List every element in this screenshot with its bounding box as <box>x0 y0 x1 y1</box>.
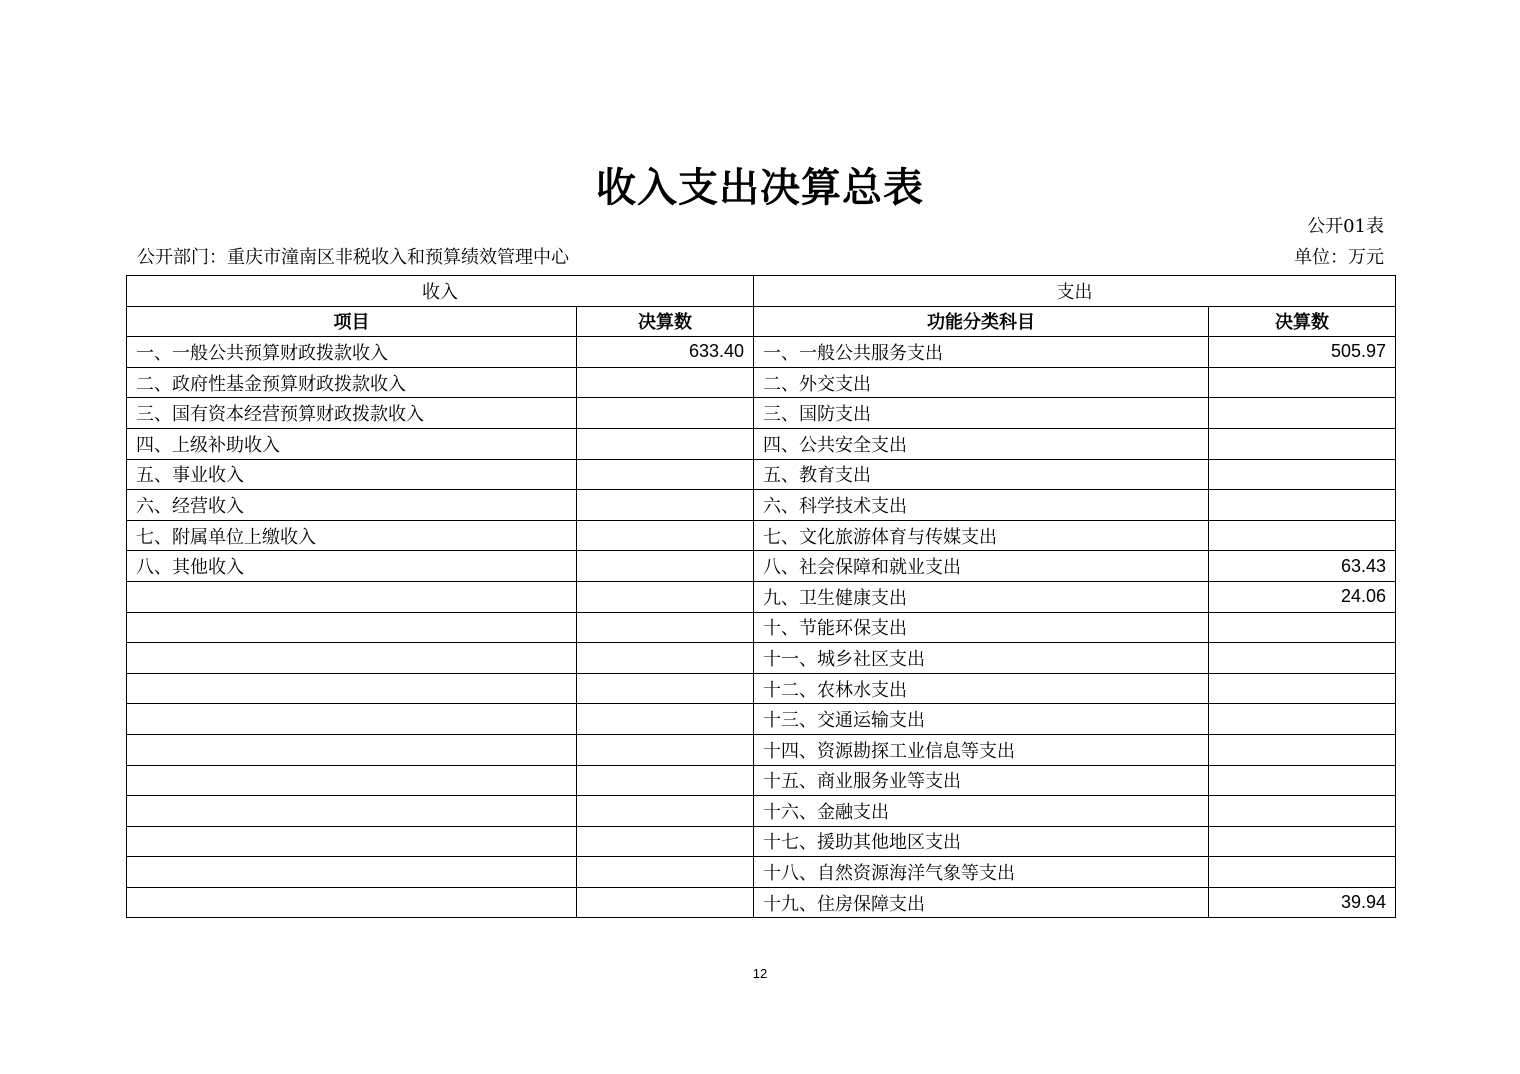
income-item-cell: 八、其他收入 <box>127 551 577 582</box>
table-row <box>127 367 1396 398</box>
income-item-cell: 四、上级补助收入 <box>127 428 577 459</box>
expense-amount-cell <box>1209 643 1396 674</box>
expense-item-cell: 七、文化旅游体育与传媒支出 <box>754 520 1209 551</box>
income-item-cell <box>127 765 577 796</box>
table-row <box>127 857 1396 888</box>
table-row <box>127 704 1396 735</box>
expense-amount-cell: 24.06 <box>1209 581 1396 612</box>
expense-item-cell: 九、卫生健康支出 <box>754 581 1209 612</box>
expense-item-cell: 十七、援助其他地区支出 <box>754 826 1209 857</box>
table-row <box>127 673 1396 704</box>
function-column-header: 功能分类科目 <box>754 306 1209 337</box>
table-body <box>127 337 1396 918</box>
table-row <box>127 490 1396 521</box>
section-header-row <box>127 276 1396 307</box>
expense-amount-cell <box>1209 490 1396 521</box>
expense-item-cell: 十九、住房保障支出 <box>754 887 1209 918</box>
expense-item-cell: 四、公共安全支出 <box>754 428 1209 459</box>
income-amount-cell <box>577 857 754 888</box>
income-item-cell <box>127 826 577 857</box>
table-row <box>127 643 1396 674</box>
income-amount-cell <box>577 887 754 918</box>
expense-item-cell: 三、国防支出 <box>754 398 1209 429</box>
table-row <box>127 398 1396 429</box>
page-number: 12 <box>752 966 768 981</box>
column-header-row <box>127 306 1396 337</box>
table-row <box>127 459 1396 490</box>
expense-item-cell: 五、教育支出 <box>754 459 1209 490</box>
income-item-cell <box>127 643 577 674</box>
expense-amount-cell <box>1209 398 1396 429</box>
expense-amount-cell <box>1209 734 1396 765</box>
table-row <box>127 734 1396 765</box>
income-amount-cell <box>577 520 754 551</box>
table-row <box>127 887 1396 918</box>
expense-amount-column-header: 决算数 <box>1209 306 1396 337</box>
income-item-cell <box>127 673 577 704</box>
expense-amount-cell <box>1209 428 1396 459</box>
income-amount-cell <box>577 734 754 765</box>
table-row <box>127 428 1396 459</box>
income-item-cell <box>127 857 577 888</box>
income-amount-cell <box>577 398 754 429</box>
income-amount-cell: 633.40 <box>577 337 754 368</box>
income-amount-cell <box>577 826 754 857</box>
expense-amount-cell <box>1209 520 1396 551</box>
income-item-cell <box>127 887 577 918</box>
expense-item-cell: 十、节能环保支出 <box>754 612 1209 643</box>
income-amount-cell <box>577 581 754 612</box>
income-amount-cell <box>577 704 754 735</box>
form-number: 公开01表 <box>1307 216 1384 237</box>
expense-amount-cell <box>1209 796 1396 827</box>
expense-amount-cell <box>1209 826 1396 857</box>
expense-item-cell: 八、社会保障和就业支出 <box>754 551 1209 582</box>
table-row <box>127 520 1396 551</box>
expense-item-cell: 六、科学技术支出 <box>754 490 1209 521</box>
table-row <box>127 612 1396 643</box>
expense-item-cell: 十一、城乡社区支出 <box>754 643 1209 674</box>
income-amount-cell <box>577 673 754 704</box>
income-amount-cell <box>577 765 754 796</box>
expense-amount-cell <box>1209 367 1396 398</box>
expense-amount-cell <box>1209 765 1396 796</box>
income-item-cell <box>127 734 577 765</box>
page-title: 收入支出决算总表 <box>596 164 924 211</box>
expense-amount-cell <box>1209 459 1396 490</box>
income-item-cell: 六、经营收入 <box>127 490 577 521</box>
income-amount-cell <box>577 428 754 459</box>
expense-section-header: 支出 <box>754 276 1396 307</box>
income-item-cell: 三、国有资本经营预算财政拨款收入 <box>127 398 577 429</box>
department-line: 公开部门：重庆市潼南区非税收入和预算绩效管理中心 <box>137 247 569 268</box>
income-item-cell: 一、一般公共预算财政拨款收入 <box>127 337 577 368</box>
income-amount-column-header: 决算数 <box>577 306 754 337</box>
expense-item-cell: 十八、自然资源海洋气象等支出 <box>754 857 1209 888</box>
income-amount-cell <box>577 612 754 643</box>
income-item-column-header: 项目 <box>127 306 577 337</box>
expense-item-cell: 十三、交通运输支出 <box>754 704 1209 735</box>
income-amount-cell <box>577 551 754 582</box>
income-item-cell <box>127 704 577 735</box>
table-row <box>127 337 1396 368</box>
income-item-cell <box>127 581 577 612</box>
expense-item-cell: 二、外交支出 <box>754 367 1209 398</box>
table-row <box>127 765 1396 796</box>
expense-item-cell: 十四、资源勘探工业信息等支出 <box>754 734 1209 765</box>
income-amount-cell <box>577 490 754 521</box>
income-item-cell <box>127 796 577 827</box>
income-amount-cell <box>577 367 754 398</box>
expense-amount-cell <box>1209 704 1396 735</box>
income-item-cell <box>127 612 577 643</box>
expense-item-cell: 十六、金融支出 <box>754 796 1209 827</box>
expense-amount-cell: 63.43 <box>1209 551 1396 582</box>
expense-item-cell: 一、一般公共服务支出 <box>754 337 1209 368</box>
expense-amount-cell: 39.94 <box>1209 887 1396 918</box>
expense-item-cell: 十二、农林水支出 <box>754 673 1209 704</box>
expense-amount-cell <box>1209 673 1396 704</box>
expense-amount-cell <box>1209 612 1396 643</box>
unit-line: 单位：万元 <box>1294 247 1384 268</box>
table-row <box>127 551 1396 582</box>
income-amount-cell <box>577 796 754 827</box>
income-amount-cell <box>577 643 754 674</box>
income-expense-table <box>126 275 1396 918</box>
income-item-cell: 七、附属单位上缴收入 <box>127 520 577 551</box>
expense-amount-cell: 505.97 <box>1209 337 1396 368</box>
table-row <box>127 826 1396 857</box>
expense-item-cell: 十五、商业服务业等支出 <box>754 765 1209 796</box>
table-row <box>127 581 1396 612</box>
income-section-header: 收入 <box>127 276 754 307</box>
income-amount-cell <box>577 459 754 490</box>
income-item-cell: 五、事业收入 <box>127 459 577 490</box>
expense-amount-cell <box>1209 857 1396 888</box>
table-row <box>127 796 1396 827</box>
income-item-cell: 二、政府性基金预算财政拨款收入 <box>127 367 577 398</box>
